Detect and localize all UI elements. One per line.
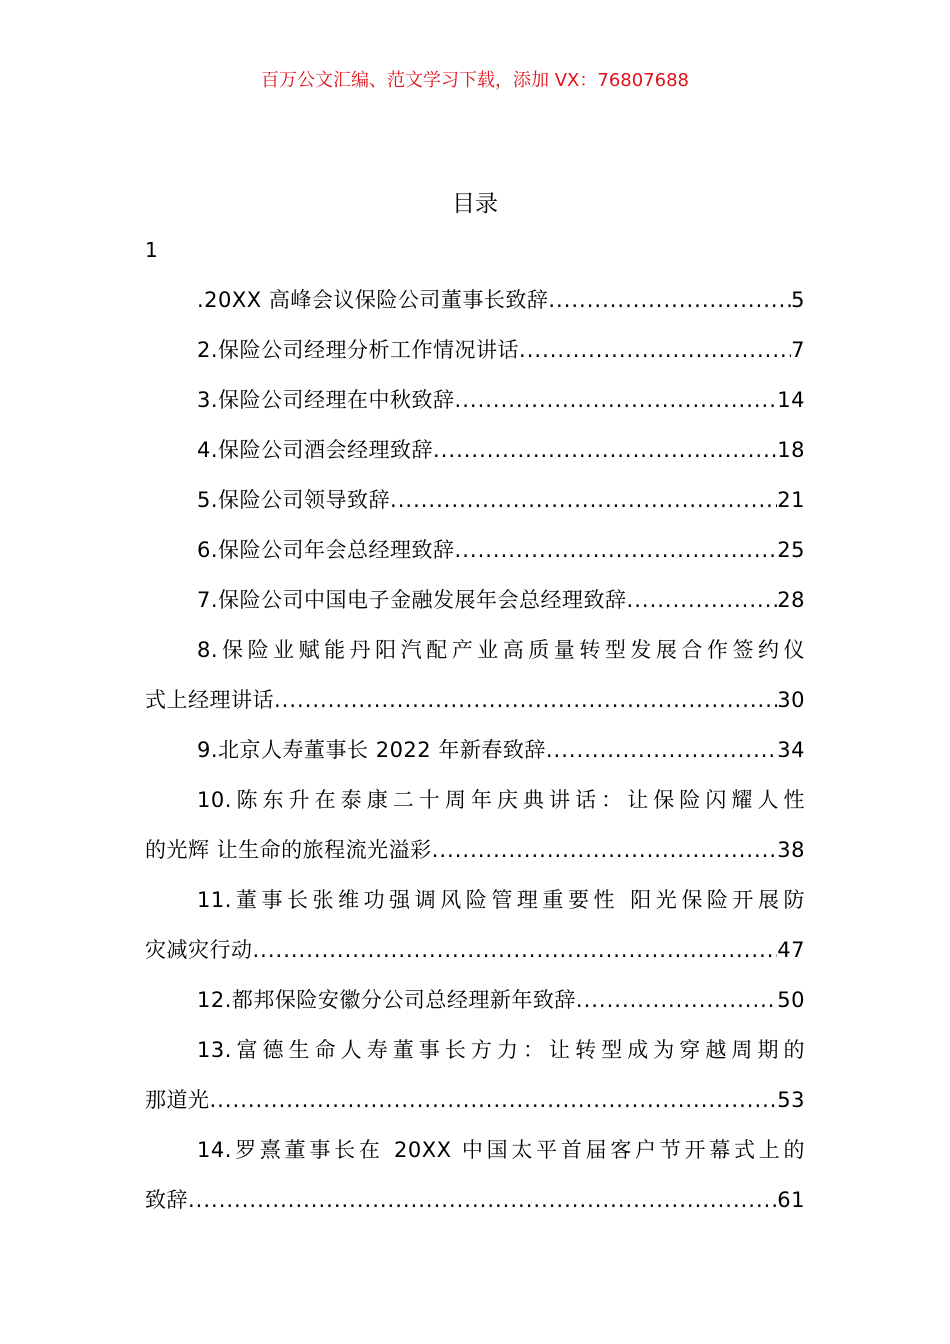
section-number: 1 — [145, 238, 158, 262]
toc-page-number: 5 — [791, 288, 805, 312]
toc-entry-14[interactable] — [145, 1125, 805, 1225]
toc-entry-10[interactable] — [145, 775, 805, 875]
toc-page-number: 25 — [777, 538, 805, 562]
toc-entry-title: 9.北京人寿董事长 2022 年新春致辞 — [197, 738, 546, 762]
watermark-header: 百万公文汇编、范文学习下载，添加 VX：76807688 — [261, 70, 689, 91]
table-of-contents — [145, 275, 805, 1225]
toc-entry-title: 11.董事长张维功强调风险管理重要性 阳光保险开展防 — [197, 888, 805, 912]
toc-page-number: 30 — [777, 688, 805, 712]
page-title: 目录 — [452, 191, 498, 217]
toc-page-number: 50 — [777, 988, 805, 1012]
toc-entry-title: 5.保险公司领导致辞 — [197, 488, 391, 512]
dot-leader — [627, 575, 778, 625]
toc-entry-title: .20XX 高峰会议保险公司董事长致辞 — [197, 288, 549, 312]
toc-page-number: 14 — [777, 388, 805, 412]
toc-page-number: 34 — [777, 738, 805, 762]
toc-entry-2[interactable] — [145, 325, 805, 375]
toc-entry-1[interactable] — [145, 275, 805, 325]
dot-leader — [576, 975, 777, 1025]
dot-leader — [390, 475, 777, 525]
dot-leader — [188, 1175, 777, 1225]
toc-entry-8[interactable] — [145, 625, 805, 725]
toc-entry-title: 13.富德生命人寿董事长方力：让转型成为穿越周期的 — [197, 1038, 805, 1062]
toc-page-number: 21 — [777, 488, 805, 512]
toc-entry-title: 14.罗熹董事长在 20XX 中国太平首届客户节开幕式上的 — [197, 1138, 805, 1162]
toc-entry-title: 3.保险公司经理在中秋致辞 — [197, 388, 455, 412]
toc-entry-11[interactable] — [145, 875, 805, 975]
toc-entry-title: 6.保险公司年会总经理致辞 — [197, 538, 455, 562]
toc-entry-title: 2.保险公司经理分析工作情况讲话 — [197, 338, 520, 362]
toc-page-number: 38 — [777, 838, 805, 862]
toc-entry-title-continued: 那道光 — [145, 1088, 210, 1112]
toc-entry-12[interactable] — [145, 975, 805, 1025]
toc-entry-7[interactable] — [145, 575, 805, 625]
toc-entry-6[interactable] — [145, 525, 805, 575]
toc-entry-title: 8.保险业赋能丹阳汽配产业高质量转型发展合作签约仪 — [197, 638, 805, 662]
dot-leader — [274, 675, 777, 725]
toc-page-number: 47 — [777, 938, 805, 962]
dot-leader — [253, 925, 778, 975]
toc-entry-9[interactable] — [145, 725, 805, 775]
toc-entry-title-continued: 灾减灾行动 — [145, 938, 253, 962]
dot-leader — [210, 1075, 778, 1125]
toc-entry-4[interactable] — [145, 425, 805, 475]
toc-entry-title: 7.保险公司中国电子金融发展年会总经理致辞 — [197, 588, 627, 612]
dot-leader — [546, 725, 777, 775]
dot-leader — [432, 825, 778, 875]
toc-entry-title: 12.都邦保险安徽分公司总经理新年致辞 — [197, 988, 576, 1012]
toc-entry-title: 10.陈东升在泰康二十周年庆典讲话：让保险闪耀人性 — [197, 788, 805, 812]
dot-leader — [455, 375, 778, 425]
toc-entry-title-continued: 致辞 — [145, 1188, 188, 1212]
dot-leader — [519, 325, 791, 375]
toc-entry-13[interactable] — [145, 1025, 805, 1125]
toc-entry-3[interactable] — [145, 375, 805, 425]
toc-entry-title-continued: 的光辉 让生命的旅程流光溢彩 — [145, 838, 432, 862]
toc-page-number: 28 — [777, 588, 805, 612]
dot-leader — [548, 275, 791, 325]
toc-page-number: 18 — [777, 438, 805, 462]
dot-leader — [455, 525, 778, 575]
dot-leader — [433, 425, 777, 475]
toc-entry-5[interactable] — [145, 475, 805, 525]
toc-entry-title: 4.保险公司酒会经理致辞 — [197, 438, 434, 462]
toc-page-number: 7 — [791, 338, 805, 362]
toc-entry-title-continued: 式上经理讲话 — [145, 688, 274, 712]
toc-page-number: 61 — [777, 1188, 805, 1212]
toc-page-number: 53 — [777, 1088, 805, 1112]
